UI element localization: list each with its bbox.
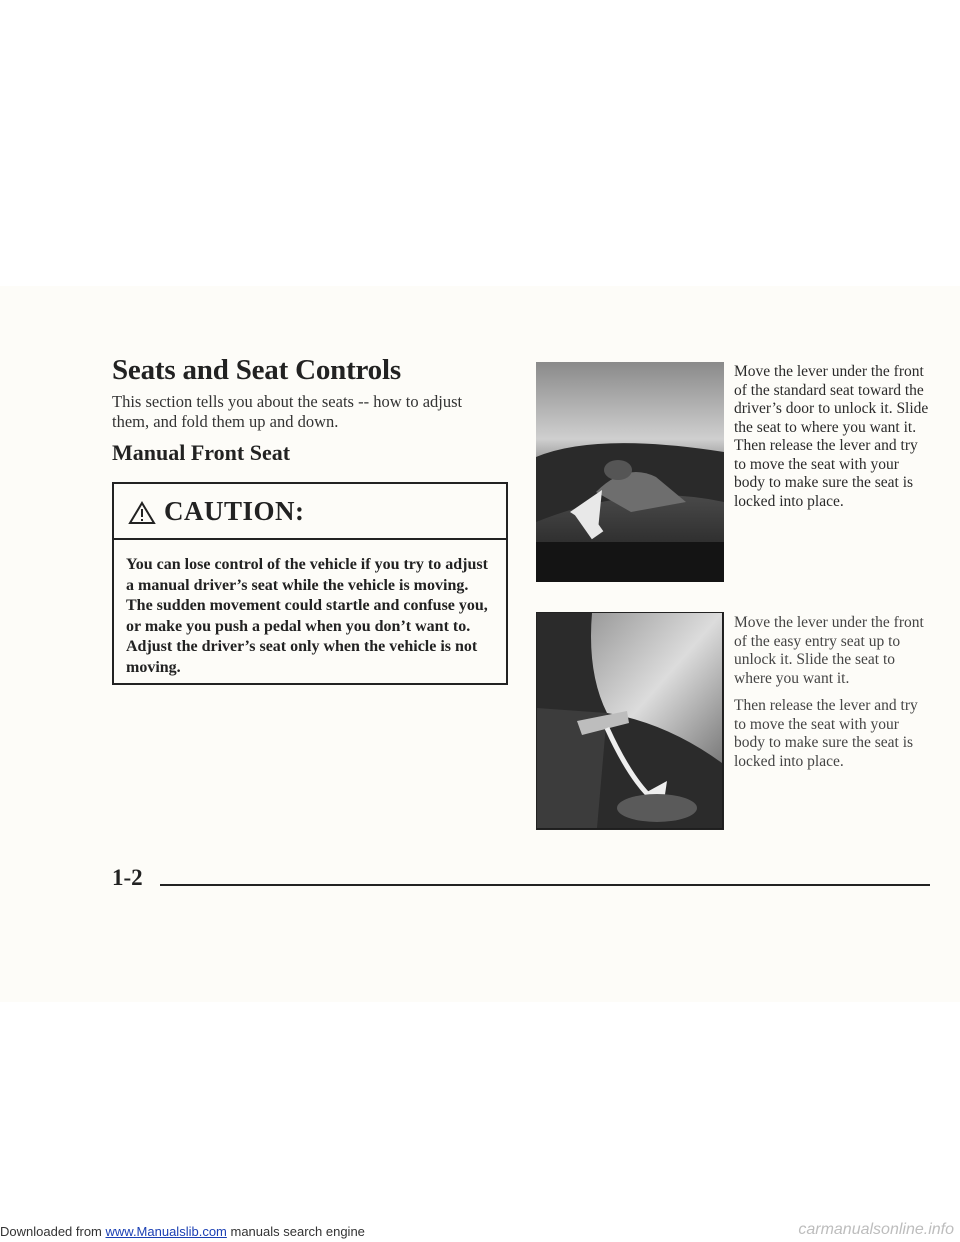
caution-box — [112, 482, 508, 685]
footer-suffix: manuals search engine — [226, 1224, 365, 1239]
manualslib-link[interactable]: www.Manualslib.com — [105, 1224, 227, 1239]
standard-seat-lever-photo — [536, 362, 724, 582]
easy-entry-seat-lever-illustration — [537, 613, 722, 828]
caution-label: CAUTION: — [164, 496, 305, 526]
caution-header — [114, 484, 506, 540]
easy-entry-instructions-2: Then release the lever and try to move the seat with your body to make sure the seat is locked into place. — [734, 697, 918, 770]
section-subheading: Manual Front Seat — [112, 440, 291, 465]
watermark: carmanualsonline.info — [798, 1221, 954, 1238]
download-footer — [0, 1224, 365, 1239]
warning-triangle-icon — [128, 501, 156, 525]
standard-seat-instructions: Move the lever under the front of the standard seat toward the driver’s door to unlock it. Slide the seat to where you want it. Then release the lever and try to move the seat with your body to make sure the seat is locked into place. — [734, 363, 929, 510]
page-number: 1-2 — [112, 865, 143, 890]
page-title: Seats and Seat Controls — [112, 354, 401, 386]
footer-prefix: Downloaded from — [0, 1224, 106, 1239]
easy-entry-seat-lever-photo — [536, 612, 724, 830]
footer-rule — [160, 884, 930, 886]
easy-entry-instructions-1: Move the lever under the front of the easy entry seat up to unlock it. Slide the seat to where you want it. — [734, 614, 924, 687]
caution-text: You can lose control of the vehicle if you try to adjust a manual driver’s seat while the vehicle is moving. The sudden movement could startle and confuse you, or make you push a pedal when you don’t want to. Adjust the driver’s seat only when the vehicle is not moving. — [126, 556, 488, 676]
intro-paragraph: This section tells you about the seats -- how to adjust them, and fold them up and down. — [112, 392, 463, 431]
standard-seat-lever-illustration — [536, 362, 724, 582]
